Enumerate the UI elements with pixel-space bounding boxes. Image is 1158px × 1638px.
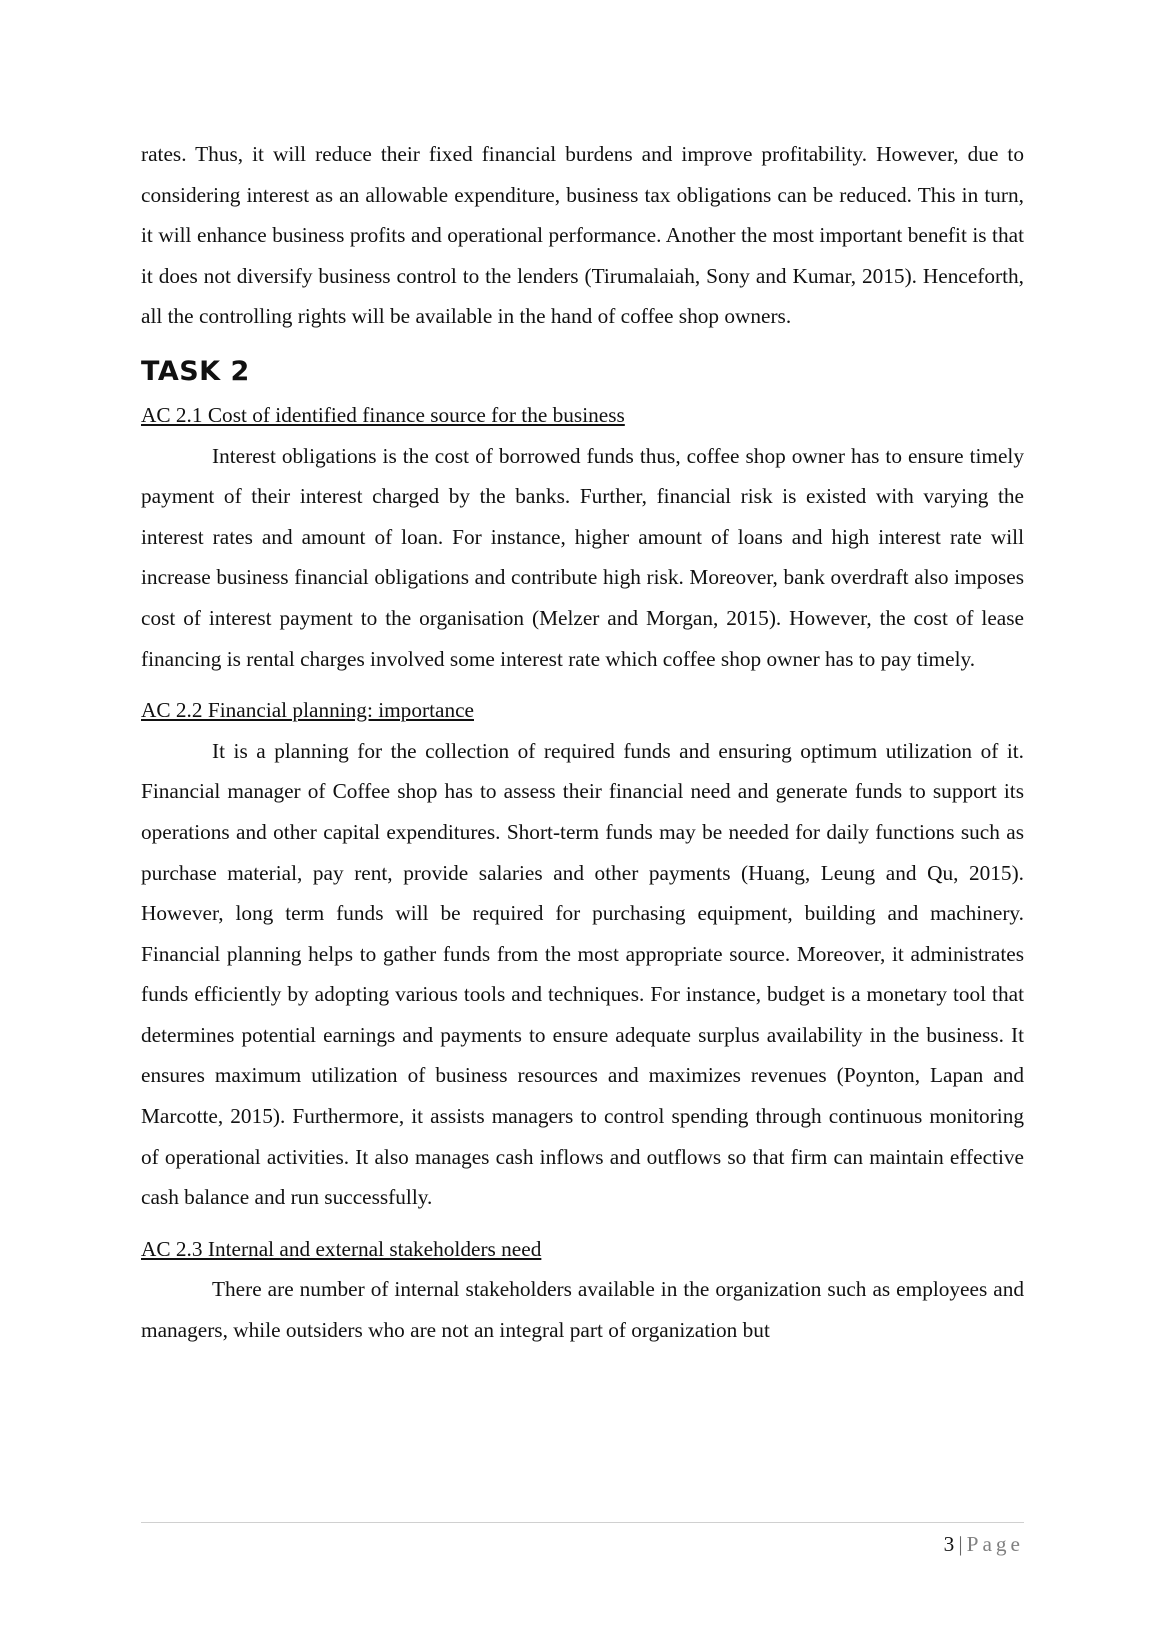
page-number: 3 — [943, 1532, 955, 1556]
section-heading-ac-2-1: AC 2.1 Cost of identified finance source for the business — [141, 402, 625, 427]
section-paragraph-ac-2-2: It is a planning for the collection of required funds and ensuring optimum utilization of it. Financial manager of Coffee shop has to assess their financial need and generate funds to support its operations and other capital expenditures. Short-term funds may be needed for daily functions such as purchase material, pay rent, provide salaries and other payments (Huang, Leung and Qu, 2015). However, long term funds will be required for purchasing equipment, building and machinery. Financial planning helps to gather funds from the most appropriate source. Moreover, it administrates funds efficiently by adopting various tools and techniques. For instance, budget is a monetary tool that determines potential earnings and payments to ensure adequate surplus availability in the business. It ensures maximum utilization of business resources and maximizes revenues (Poynton, Lapan and Marcotte, 2015). Furthermore, it assists managers to control spending through continuous monitoring of operational activities. It also manages cash inflows and outflows so that firm can maintain effective cash balance and run successfully. — [141, 738, 1024, 1210]
page-word: Page — [966, 1532, 1024, 1556]
section-heading-ac-2-3: AC 2.3 Internal and external stakeholders need — [141, 1236, 542, 1261]
section-heading-ac-2-2: AC 2.2 Financial planning: importance — [141, 698, 474, 723]
task-heading: TASK 2 — [141, 355, 250, 387]
document-page — [141, 134, 1024, 1351]
section-paragraph-ac-2-1: Interest obligations is the cost of borrowed funds thus, coffee shop owner has to ensure timely payment of their interest charged by the banks. Further, financial risk is existed with varying the interest rates and amount of loan. For instance, higher amount of loans and high interest rate will increase business financial obligations and contribute high risk. Moreover, bank overdraft also imposes cost of interest payment to the organisation (Melzer and Morgan, 2015). However, the cost of lease financing is rental charges involved some interest rate which coffee shop owner has to pay timely. — [141, 443, 1024, 671]
continuation-paragraph: rates. Thus, it will reduce their fixed financial burdens and improve profitability. However, due to considering interest as an allowable expenditure, business tax obligations can be reduced. This in turn, it will enhance business profits and operational performance. Another the most important benefit is that it does not diversify business control to the lenders (Tirumalaiah, Sony and Kumar, 2015). Henceforth, all the controlling rights will be available in the hand of coffee shop owners. — [141, 142, 1024, 329]
page-footer — [141, 1522, 1024, 1559]
section-paragraph-ac-2-3: There are number of internal stakeholders available in the organization such as employees and managers, while outsiders who are not an integral part of organization but — [141, 1277, 1024, 1343]
page-separator: | — [958, 1532, 963, 1556]
